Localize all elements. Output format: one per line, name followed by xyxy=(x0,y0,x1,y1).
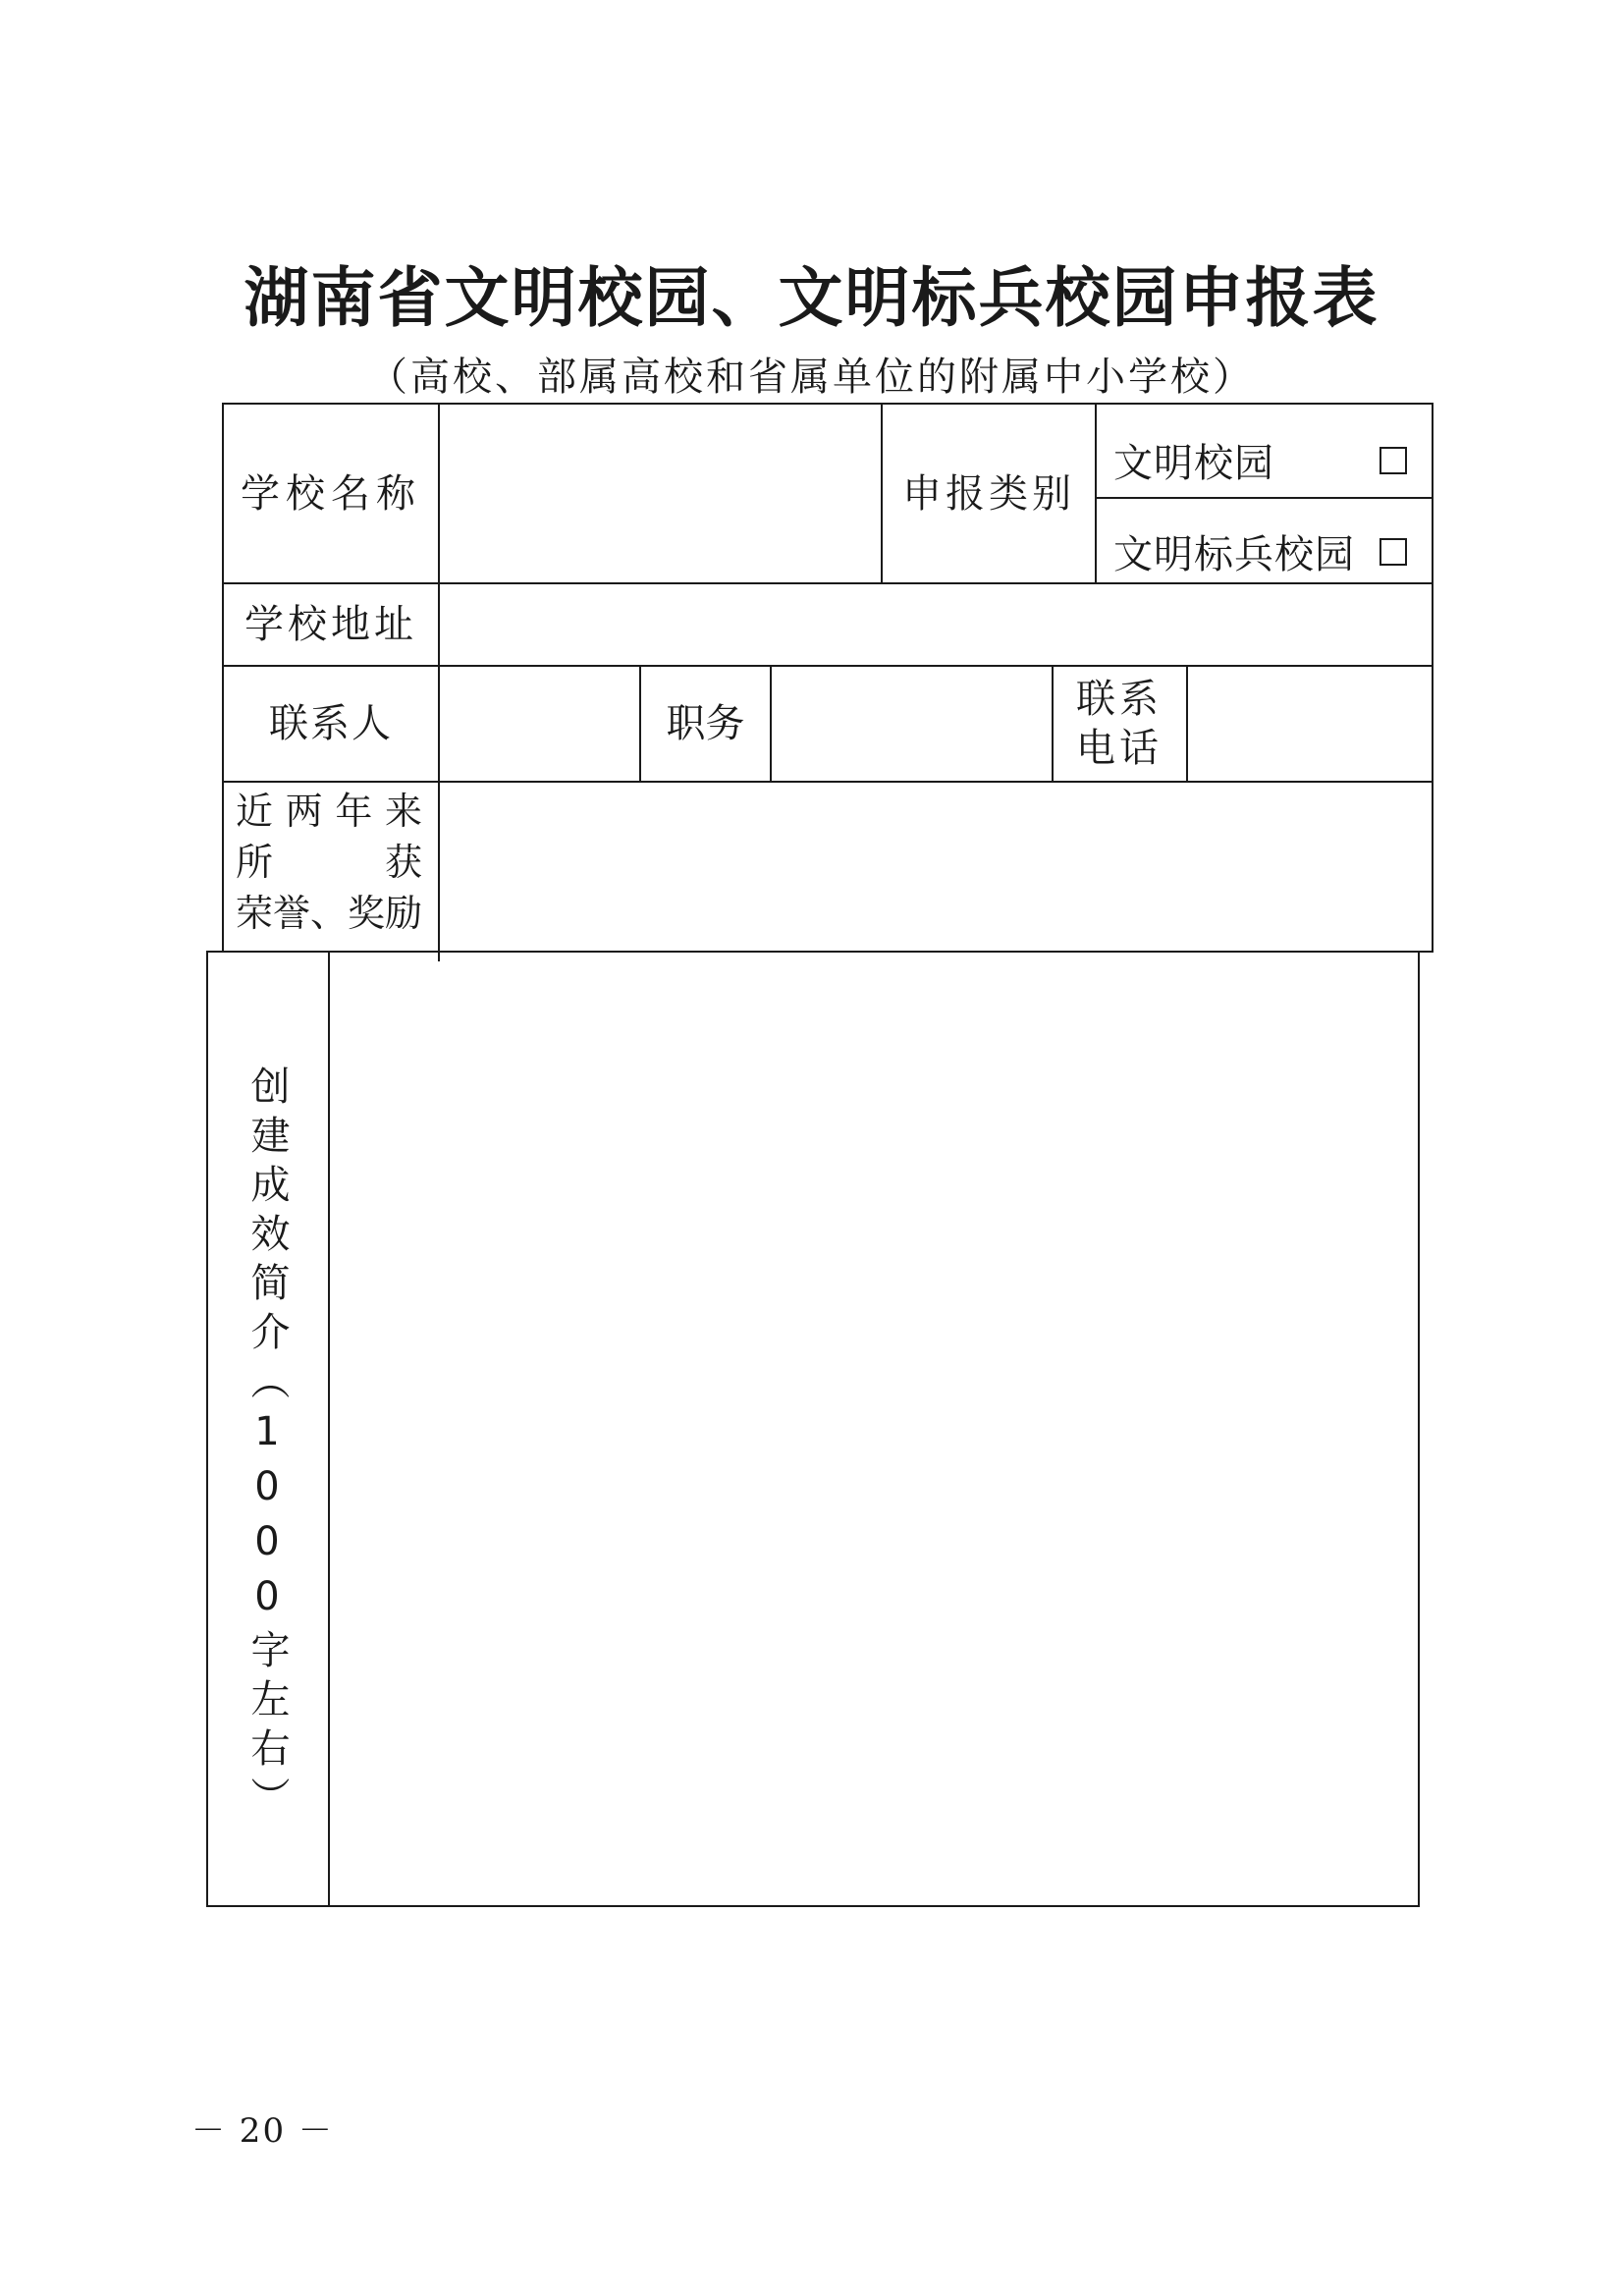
page-title: 湖南省文明校园、文明标兵校园申报表 xyxy=(243,259,1380,336)
honors-label-line-3: 荣誉、奖励 xyxy=(236,892,423,935)
address-field[interactable] xyxy=(440,584,1432,665)
phone-field[interactable] xyxy=(1188,667,1432,781)
school-name-label: 学校名称 xyxy=(241,470,421,517)
category-option-civilized-checkbox[interactable] xyxy=(1380,447,1407,474)
honors-label-line-2: 所获 xyxy=(236,841,422,884)
school-name-field[interactable] xyxy=(440,405,881,582)
contact-field[interactable] xyxy=(440,667,639,781)
category-label: 申报类别 xyxy=(902,470,1075,517)
category-option-model-checkbox[interactable] xyxy=(1380,538,1407,566)
col-divider-phone-label xyxy=(1052,665,1054,783)
col-divider-options xyxy=(1095,403,1097,584)
table-border-right-lower xyxy=(1418,951,1420,1907)
honors-field[interactable] xyxy=(440,783,1432,951)
table-border-bottom xyxy=(206,1905,1419,1907)
page-subtitle: （高校、部属高校和省属单位的附属中小学校） xyxy=(368,355,1255,400)
honors-label xyxy=(236,786,422,939)
table-border-right xyxy=(1432,403,1434,953)
contact-label: 联系人 xyxy=(269,701,393,746)
honors-label-line-1: 近两年来 xyxy=(236,790,422,833)
position-field[interactable] xyxy=(772,667,1052,781)
summary-field[interactable] xyxy=(330,953,1418,1905)
address-label: 学校地址 xyxy=(244,602,417,647)
category-option-divider xyxy=(1096,497,1434,499)
phone-label: 联系电话 xyxy=(1076,677,1163,771)
summary-label: 创建成效简介（1000字左右） xyxy=(244,1066,290,1826)
table-border-left-lower xyxy=(206,951,208,1907)
position-label: 职务 xyxy=(666,701,745,746)
category-option-civilized-label: 文明校园 xyxy=(1113,441,1274,486)
category-option-model-label: 文明标兵校园 xyxy=(1113,532,1355,577)
page-number: － 20 － xyxy=(191,2111,334,2151)
